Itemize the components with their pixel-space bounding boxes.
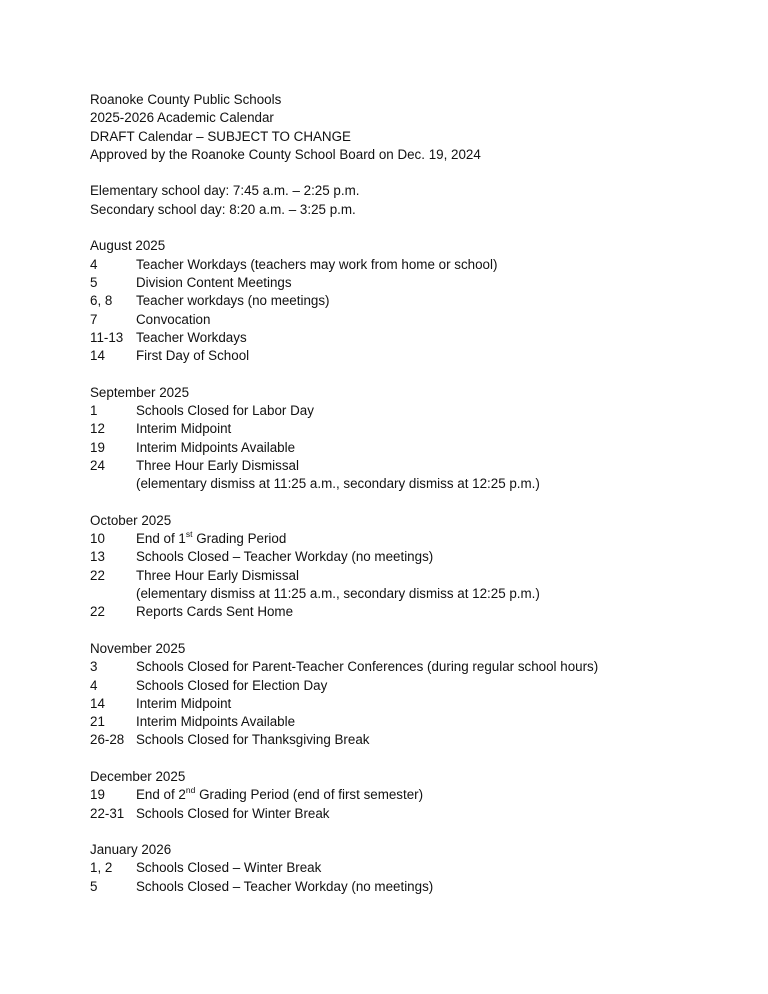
draft-notice: DRAFT Calendar – SUBJECT TO CHANGE <box>90 128 351 144</box>
month-section-october <box>90 512 730 622</box>
event-description: Schools Closed for Parent-Teacher Conferences (during regular school hours) <box>136 659 599 675</box>
event-date: 19 <box>90 439 105 455</box>
event-description: Interim Midpoints Available <box>136 439 296 455</box>
month-section-august <box>90 237 730 365</box>
event-description: Teacher Workdays <box>136 329 247 345</box>
event-date: 12 <box>90 421 105 437</box>
event-description: Interim Midpoint <box>136 695 232 711</box>
description-text: Grading Period <box>192 531 287 547</box>
event-date: 22-31 <box>90 805 125 821</box>
event-row <box>90 420 730 438</box>
event-date: 22 <box>90 567 105 583</box>
event-row <box>90 677 730 695</box>
month-heading: January 2026 <box>90 842 172 858</box>
month-heading: November 2025 <box>90 640 186 656</box>
event-description: Schools Closed – Teacher Workday (no meetings) <box>136 549 434 565</box>
event-row <box>90 256 730 274</box>
description-text: Grading Period (end of first semester) <box>195 787 424 803</box>
event-description: Division Content Meetings <box>136 274 292 290</box>
ordinal-suffix: nd <box>185 784 196 795</box>
event-row <box>90 274 730 292</box>
month-section-december <box>90 768 730 823</box>
event-row <box>90 603 730 621</box>
event-row <box>90 439 730 457</box>
event-description: First Day of School <box>136 348 250 364</box>
event-row <box>90 402 730 420</box>
event-description: Teacher Workdays (teachers may work from home or school) <box>136 256 498 272</box>
calendar-document <box>90 91 730 914</box>
event-date: 4 <box>90 677 98 693</box>
event-description: Schools Closed for Thanksgiving Break <box>136 732 370 748</box>
approval-note: Approved by the Roanoke County School Board on Dec. 19, 2024 <box>90 146 481 162</box>
event-description: Schools Closed for Labor Day <box>136 403 314 419</box>
event-description: Convocation <box>136 311 211 327</box>
description-text: End of 2 <box>136 787 186 803</box>
month-heading: September 2025 <box>90 384 190 400</box>
event-row <box>90 731 730 749</box>
event-description: Reports Cards Sent Home <box>136 604 294 620</box>
event-date: 14 <box>90 348 105 364</box>
description-text: End of 1 <box>136 531 186 547</box>
event-row <box>90 713 730 731</box>
event-row <box>90 567 730 585</box>
event-row <box>90 292 730 310</box>
event-date: 5 <box>90 274 98 290</box>
event-row <box>90 548 730 566</box>
event-description: Schools Closed for Election Day <box>136 677 328 693</box>
month-heading: October 2025 <box>90 512 172 528</box>
event-description: Schools Closed – Winter Break <box>136 860 322 876</box>
event-date: 3 <box>90 659 98 675</box>
event-description: Interim Midpoint <box>136 421 232 437</box>
event-description: Three Hour Early Dismissal <box>136 457 299 473</box>
event-date: 14 <box>90 695 105 711</box>
event-row-continuation <box>90 475 730 493</box>
event-description: Teacher workdays (no meetings) <box>136 293 330 309</box>
event-description: Schools Closed for Winter Break <box>136 805 330 821</box>
event-description: Schools Closed – Teacher Workday (no meetings) <box>136 878 434 894</box>
elementary-hours: Elementary school day: 7:45 a.m. – 2:25 p.m. <box>90 183 360 199</box>
event-row <box>90 786 730 804</box>
event-row <box>90 530 730 548</box>
event-date: 7 <box>90 311 98 327</box>
event-date: 5 <box>90 878 98 894</box>
event-date: 4 <box>90 256 98 272</box>
event-row <box>90 658 730 676</box>
ordinal-suffix: st <box>185 528 193 539</box>
event-date: 11-13 <box>90 329 124 345</box>
event-date: 24 <box>90 457 105 473</box>
month-heading: August 2025 <box>90 238 166 254</box>
event-row-continuation <box>90 585 730 603</box>
event-row <box>90 329 730 347</box>
event-row <box>90 695 730 713</box>
secondary-hours: Secondary school day: 8:20 a.m. – 3:25 p.m. <box>90 201 356 217</box>
event-row <box>90 805 730 823</box>
event-date: 21 <box>90 714 105 730</box>
document-header <box>90 91 730 164</box>
month-section-september <box>90 384 730 494</box>
event-description: Three Hour Early Dismissal <box>136 567 299 583</box>
event-row <box>90 347 730 365</box>
event-description: (elementary dismiss at 11:25 a.m., secondary dismiss at 12:25 p.m.) <box>136 586 540 602</box>
month-section-january <box>90 841 730 896</box>
event-date: 1 <box>90 403 98 419</box>
event-row <box>90 457 730 475</box>
event-date: 26-28 <box>90 732 125 748</box>
event-row <box>90 878 730 896</box>
event-date: 6, 8 <box>90 293 113 309</box>
event-row <box>90 859 730 877</box>
calendar-title: 2025-2026 Academic Calendar <box>90 110 274 126</box>
event-date: 10 <box>90 531 105 547</box>
school-hours <box>90 182 730 219</box>
event-date: 19 <box>90 787 105 803</box>
district-name: Roanoke County Public Schools <box>90 92 282 107</box>
event-date: 1, 2 <box>90 860 113 876</box>
event-description: (elementary dismiss at 11:25 a.m., secondary dismiss at 12:25 p.m.) <box>136 476 540 492</box>
event-date: 22 <box>90 604 105 620</box>
event-description <box>136 530 730 548</box>
event-description: Interim Midpoints Available <box>136 714 296 730</box>
month-heading: December 2025 <box>90 768 186 784</box>
event-row <box>90 311 730 329</box>
event-description <box>136 786 730 804</box>
event-date: 13 <box>90 549 105 565</box>
month-section-november <box>90 640 730 750</box>
